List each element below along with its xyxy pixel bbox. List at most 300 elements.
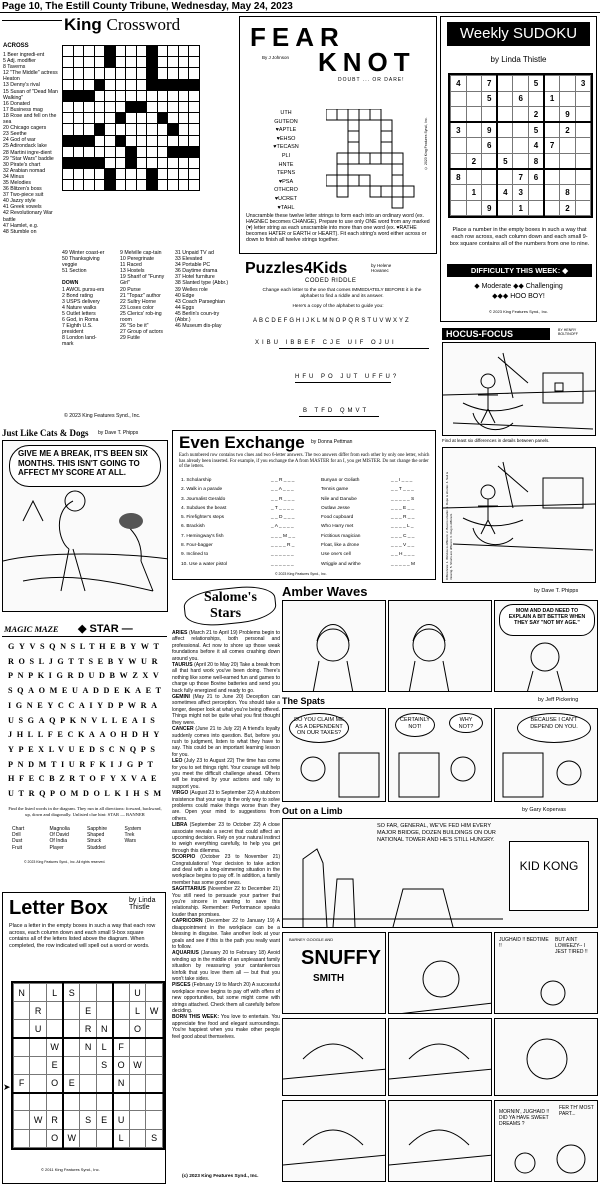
crossword-cell[interactable] xyxy=(94,146,105,157)
maze-row[interactable]: GYVSQNSLTHEBYWT xyxy=(8,642,164,651)
maze-row[interactable]: HFECBZRTOFYXVAE xyxy=(8,774,162,784)
crossword-title-cw: Crossword xyxy=(106,15,181,34)
crossword-cell[interactable] xyxy=(147,113,158,124)
sudoku-cell[interactable] xyxy=(497,169,513,185)
letter-box-cell[interactable] xyxy=(63,1038,80,1056)
crossword-cell[interactable] xyxy=(126,68,137,79)
crossword-cell[interactable] xyxy=(178,180,189,191)
sudoku-cell[interactable] xyxy=(560,91,576,107)
crossword-cell[interactable] xyxy=(178,101,189,112)
crossword-cell[interactable] xyxy=(73,57,84,68)
exchange-answer[interactable]: _ _ _ _ _ M xyxy=(391,561,415,567)
even-exchange-right-answers[interactable] xyxy=(391,476,433,569)
crossword-cell[interactable] xyxy=(178,113,189,124)
sudoku-cell[interactable] xyxy=(560,138,576,154)
sudoku-cell[interactable] xyxy=(451,138,467,154)
crossword-cell[interactable] xyxy=(63,146,74,157)
horoscope-text: (October 23 to November 21) Congratulations! Your decision to take action and deal with a long-simmering situation in the workplace begins to pay off. In addition, a family member has some good news. xyxy=(172,854,280,886)
crossword-cell[interactable] xyxy=(147,157,158,168)
crossword-cell[interactable] xyxy=(157,101,168,112)
exchange-answer[interactable]: _ _ _ _ _ _ xyxy=(271,552,294,558)
crossword-cell[interactable] xyxy=(178,57,189,68)
crossword-cell[interactable] xyxy=(189,101,200,112)
letter-box-cell[interactable] xyxy=(63,1002,80,1020)
crossword-cell[interactable] xyxy=(157,180,168,191)
crossword-cell[interactable] xyxy=(84,146,95,157)
crossword-clue: 10 Peregrinate xyxy=(120,256,155,263)
crossword-grid[interactable] xyxy=(62,45,200,191)
crossword-cell[interactable] xyxy=(84,101,95,112)
crossword-cell[interactable] xyxy=(136,157,147,168)
sudoku-cell[interactable] xyxy=(528,185,544,201)
letter-box-cell[interactable] xyxy=(14,1020,30,1038)
sudoku-cell[interactable] xyxy=(497,200,513,216)
crossword-cell[interactable] xyxy=(189,124,200,135)
crossword-cell[interactable] xyxy=(168,113,179,124)
sudoku-cell[interactable] xyxy=(451,107,467,123)
sudoku-cell[interactable] xyxy=(451,91,467,107)
crossword-cell[interactable] xyxy=(115,46,126,57)
sudoku-cell[interactable] xyxy=(513,76,529,92)
sudoku-cell[interactable] xyxy=(575,200,591,216)
crossword-cell[interactable] xyxy=(94,180,105,191)
crossword-cell[interactable] xyxy=(126,180,137,191)
sudoku-cell[interactable] xyxy=(513,122,529,138)
letter-box-cell[interactable] xyxy=(14,1093,30,1111)
crossword-cell[interactable] xyxy=(84,169,95,180)
sudoku-cell[interactable] xyxy=(560,153,576,169)
letter-box-cell[interactable] xyxy=(63,1093,80,1111)
sudoku-cell[interactable] xyxy=(466,91,482,107)
exchange-answer[interactable]: _ _ _ _ _ S xyxy=(391,496,415,502)
crossword-cell[interactable] xyxy=(136,68,147,79)
crossword-cell[interactable] xyxy=(168,169,179,180)
crossword-cell[interactable] xyxy=(157,68,168,79)
sudoku-cell[interactable] xyxy=(575,169,591,185)
crossword-cell[interactable] xyxy=(94,101,105,112)
crossword-cell[interactable] xyxy=(136,113,147,124)
exchange-answer[interactable]: _ _ _ _ _ _ xyxy=(271,561,294,567)
horoscope-entry xyxy=(172,822,280,854)
crossword-cell[interactable] xyxy=(168,157,179,168)
sudoku-cell[interactable] xyxy=(544,107,560,123)
letter-box-cell[interactable] xyxy=(63,1111,80,1129)
letter-box-cell[interactable] xyxy=(46,1020,63,1038)
crossword-cell[interactable] xyxy=(147,90,158,101)
crossword-cell[interactable] xyxy=(126,79,137,90)
crossword-cell xyxy=(157,113,168,124)
crossword-cell[interactable] xyxy=(73,124,84,135)
sudoku-cell[interactable] xyxy=(544,122,560,138)
crossword-cell[interactable] xyxy=(105,146,116,157)
letter-box-cell[interactable] xyxy=(46,1093,63,1111)
crossword-cell[interactable] xyxy=(84,79,95,90)
exchange-answer[interactable]: _ _ H _ _ _ xyxy=(391,552,415,558)
even-exchange-left-answers[interactable] xyxy=(271,476,311,569)
letter-box-cell[interactable] xyxy=(80,1074,96,1092)
magic-maze-words xyxy=(12,826,162,851)
horoscope-entry xyxy=(172,918,280,950)
exchange-answer[interactable]: _ _ _ M _ _ xyxy=(271,533,295,539)
crossword-cell[interactable] xyxy=(168,90,179,101)
letter-box-cell[interactable] xyxy=(80,1056,96,1074)
sudoku-cell[interactable] xyxy=(466,138,482,154)
sudoku-cell[interactable] xyxy=(451,200,467,216)
crossword-cell[interactable] xyxy=(105,90,116,101)
exchange-answer[interactable]: _ _ D _ _ _ xyxy=(271,515,295,521)
crossword-cell[interactable] xyxy=(115,68,126,79)
crossword-cell[interactable] xyxy=(115,124,126,135)
sudoku-cell[interactable] xyxy=(482,107,498,123)
exchange-answer[interactable]: _ A _ _ _ _ xyxy=(271,524,294,530)
letter-box-cell: L xyxy=(46,984,63,1002)
crossword-cell[interactable] xyxy=(105,135,116,146)
crossword-cell[interactable] xyxy=(189,157,200,168)
crossword-cell[interactable] xyxy=(136,57,147,68)
crossword-cell[interactable] xyxy=(63,79,74,90)
crossword-cell[interactable] xyxy=(105,124,116,135)
letter-box-cell: W xyxy=(30,1111,47,1129)
letter-box-cell[interactable] xyxy=(146,984,163,1002)
exchange-answer[interactable]: _ _ _ C _ _ xyxy=(391,533,415,539)
crossword-cell[interactable] xyxy=(168,135,179,146)
letter-box-cell[interactable] xyxy=(14,1056,30,1074)
spats-section xyxy=(282,696,598,804)
crossword-cell[interactable] xyxy=(115,146,126,157)
letter-box-cell[interactable] xyxy=(30,984,47,1002)
maze-word: Studded xyxy=(87,844,106,851)
crossword-cell[interactable] xyxy=(73,101,84,112)
letter-box-cell[interactable] xyxy=(14,1129,30,1147)
sudoku-cell[interactable] xyxy=(528,91,544,107)
maze-row[interactable]: PNDMTIURFKIJGPT xyxy=(8,759,158,769)
crossword-cell[interactable] xyxy=(126,135,137,146)
answer-line[interactable] xyxy=(299,416,379,417)
crossword-cell[interactable] xyxy=(178,135,189,146)
crossword-cell[interactable] xyxy=(63,113,74,124)
crossword-cell[interactable] xyxy=(84,124,95,135)
maze-row[interactable]: PNPKIGRDUDBWZXV xyxy=(8,671,164,681)
crossword-cell[interactable] xyxy=(105,113,116,124)
sudoku-cell[interactable] xyxy=(482,169,498,185)
sudoku-cell[interactable] xyxy=(560,169,576,185)
crossword-cell[interactable] xyxy=(157,90,168,101)
maze-row[interactable]: USGAQPKNVLLEAIS xyxy=(8,715,160,725)
sudoku-cell[interactable] xyxy=(513,153,529,169)
sudoku-cell[interactable] xyxy=(575,153,591,169)
crossword-cell[interactable] xyxy=(105,101,116,112)
crossword-cell[interactable] xyxy=(73,46,84,57)
crossword-cell[interactable] xyxy=(73,113,84,124)
crossword-cell[interactable] xyxy=(73,68,84,79)
sudoku-cell[interactable] xyxy=(482,185,498,201)
crossword-cell[interactable] xyxy=(147,146,158,157)
crossword-cell[interactable] xyxy=(94,57,105,68)
exchange-answer[interactable]: _ _ R _ _ _ xyxy=(271,496,295,502)
fearknot-word: TEPNS xyxy=(276,170,296,177)
sudoku-cell[interactable] xyxy=(497,76,513,92)
maze-word: Shaped xyxy=(87,832,105,839)
crossword-cell[interactable] xyxy=(115,90,126,101)
crossword-cell[interactable] xyxy=(189,113,200,124)
crossword-cell[interactable] xyxy=(178,68,189,79)
crossword-cell[interactable] xyxy=(157,146,168,157)
crossword-cell[interactable] xyxy=(63,57,74,68)
sudoku-cell[interactable] xyxy=(575,138,591,154)
letter-box-grid[interactable] xyxy=(11,981,165,1150)
letter-box-cell[interactable] xyxy=(14,1038,30,1056)
crossword-cell[interactable] xyxy=(157,46,168,57)
crossword-cell[interactable] xyxy=(136,135,147,146)
crossword-cell[interactable] xyxy=(136,124,147,135)
crossword-cell[interactable] xyxy=(157,57,168,68)
crossword-cell[interactable] xyxy=(189,68,200,79)
fearknot-title-1: FEAR xyxy=(250,22,345,52)
horoscope-entry xyxy=(172,886,280,918)
crossword-cell[interactable] xyxy=(157,135,168,146)
letter-box-cell[interactable] xyxy=(129,1038,146,1056)
letter-box-cell[interactable] xyxy=(96,1002,112,1020)
sudoku-cell[interactable] xyxy=(497,122,513,138)
crossword-cell[interactable] xyxy=(157,169,168,180)
crossword-cell[interactable] xyxy=(168,180,179,191)
sudoku-cell[interactable] xyxy=(575,91,591,107)
sudoku-cell[interactable] xyxy=(482,153,498,169)
crossword-cell[interactable] xyxy=(94,90,105,101)
crossword-cell[interactable] xyxy=(63,124,74,135)
sudoku-cell[interactable] xyxy=(466,76,482,92)
crossword-cell[interactable] xyxy=(168,101,179,112)
crossword-cell[interactable] xyxy=(178,157,189,168)
letter-box-cell[interactable] xyxy=(96,1129,112,1147)
crossword-cell[interactable] xyxy=(136,146,147,157)
crossword-cell[interactable] xyxy=(63,101,74,112)
crossword-cell[interactable] xyxy=(63,180,74,191)
sudoku-cell[interactable] xyxy=(466,107,482,123)
crossword-cell[interactable] xyxy=(84,68,95,79)
crossword-cell[interactable] xyxy=(115,57,126,68)
horoscope-sign: TAURUS xyxy=(172,662,195,669)
letter-box-cell[interactable] xyxy=(113,1002,129,1020)
crossword-cell[interactable] xyxy=(63,68,74,79)
sudoku-cell[interactable] xyxy=(575,122,591,138)
magic-maze-grid[interactable] xyxy=(8,640,166,802)
crossword-cell[interactable] xyxy=(115,101,126,112)
letter-box-cell[interactable] xyxy=(30,1074,47,1092)
crossword-cell[interactable] xyxy=(126,90,137,101)
sudoku-cell[interactable] xyxy=(544,185,560,201)
crossword-cell[interactable] xyxy=(189,90,200,101)
sudoku-cell: 2 xyxy=(466,153,482,169)
sudoku-cell[interactable] xyxy=(513,107,529,123)
crossword-cell[interactable] xyxy=(115,180,126,191)
crossword-cell[interactable] xyxy=(136,180,147,191)
exchange-answer[interactable]: _ _ _ V _ _ xyxy=(391,543,415,549)
crossword-cell[interactable] xyxy=(147,124,158,135)
sudoku-cell[interactable] xyxy=(575,107,591,123)
letter-box-cell[interactable] xyxy=(129,1129,146,1147)
sudoku-cell[interactable] xyxy=(544,169,560,185)
exchange-answer[interactable]: _ _ I _ _ _ xyxy=(391,478,413,483)
letter-box-cell[interactable] xyxy=(129,1093,146,1111)
letter-box-cell[interactable] xyxy=(14,1111,30,1129)
puzzles4kids-line-3: B TFD QMVT xyxy=(303,408,370,414)
crossword-cell[interactable] xyxy=(63,169,74,180)
letter-box-cell[interactable] xyxy=(96,1093,112,1111)
letter-box-cell[interactable] xyxy=(96,1074,112,1092)
letter-box-cell[interactable] xyxy=(129,1074,146,1092)
letter-box-cell[interactable] xyxy=(113,984,129,1002)
letter-box-instructions: Place a letter in the empty boxes in such a way that each row across, each column down and each small 9-box square contains all of the letters listed above the diagram. When completed, the row indicated will spell out a word or words. xyxy=(9,923,156,950)
crossword-cell[interactable] xyxy=(189,180,200,191)
letter-box-cell[interactable] xyxy=(96,984,112,1002)
letter-box-cell[interactable] xyxy=(46,1002,63,1020)
sudoku-cell[interactable] xyxy=(544,200,560,216)
crossword-cell[interactable] xyxy=(136,79,147,90)
letter-box-cell[interactable] xyxy=(146,1093,163,1111)
crossword-cell[interactable] xyxy=(189,46,200,57)
crossword-cell[interactable] xyxy=(84,57,95,68)
maze-row[interactable]: YPEXLVUEDSCNQPS xyxy=(8,744,160,754)
crossword-cell[interactable] xyxy=(94,169,105,180)
fearknot-instructions: Unscramble these twelve letter strings to form each into an ordinary word (ex. HAGNEC becomes CHANGE). Prepare to use only ONE word from any marked (♥) letter string as each unscramble into more than one word (ex. ♥RATHE becomes HATER or EARTH or HEART). Fit each string's word either across or down to finish all twelve strings together. xyxy=(246,213,430,244)
sudoku-cell[interactable] xyxy=(451,153,467,169)
sudoku-cell[interactable] xyxy=(544,153,560,169)
fearknot-grid[interactable] xyxy=(326,109,418,218)
cats-dogs-panel xyxy=(2,440,168,612)
letter-box-cell[interactable] xyxy=(63,1056,80,1074)
sudoku-cell[interactable] xyxy=(497,107,513,123)
crossword-cell[interactable] xyxy=(178,169,189,180)
letter-box-cell[interactable] xyxy=(146,1038,163,1056)
letter-box-cell[interactable] xyxy=(30,1093,47,1111)
crossword-cell[interactable] xyxy=(63,46,74,57)
maze-row[interactable]: ROSLJGTTSEBYWUR xyxy=(8,656,163,666)
crossword-cell[interactable] xyxy=(147,101,158,112)
crossword-cell[interactable] xyxy=(168,57,179,68)
sudoku-cell[interactable] xyxy=(451,185,467,201)
crossword-cell[interactable] xyxy=(73,180,84,191)
sudoku-cell[interactable] xyxy=(466,200,482,216)
snuffy-section xyxy=(282,932,598,1184)
letter-box-cell[interactable] xyxy=(80,1129,96,1147)
answer-line[interactable] xyxy=(295,382,391,383)
crossword-cell[interactable] xyxy=(126,46,137,57)
exchange-answer[interactable]: _ _ _ _ L _ xyxy=(391,524,414,530)
crossword-cell[interactable] xyxy=(126,169,137,180)
sudoku-cell[interactable] xyxy=(513,138,529,154)
letter-box-cell[interactable] xyxy=(113,1020,129,1038)
crossword-cell[interactable] xyxy=(105,157,116,168)
crossword-cell[interactable] xyxy=(73,79,84,90)
crossword-cell[interactable] xyxy=(84,180,95,191)
crossword-cell[interactable] xyxy=(178,90,189,101)
crossword-clue: 20 Purse xyxy=(120,286,141,293)
crossword-cell[interactable] xyxy=(73,146,84,157)
letter-box-cell[interactable] xyxy=(146,1111,163,1129)
crossword-cell[interactable] xyxy=(73,169,84,180)
crossword-cell[interactable] xyxy=(84,46,95,57)
crossword-cell[interactable] xyxy=(136,169,147,180)
sudoku-cell[interactable] xyxy=(497,138,513,154)
crossword-cell[interactable] xyxy=(189,169,200,180)
crossword-cell[interactable] xyxy=(189,135,200,146)
letter-box-cell[interactable] xyxy=(14,1002,30,1020)
letter-box-cell[interactable] xyxy=(80,984,96,1002)
exchange-answer[interactable]: _ _ _ R _ _ xyxy=(391,515,415,521)
crossword-cell[interactable] xyxy=(94,135,105,146)
crossword-cell[interactable] xyxy=(126,124,137,135)
crossword-cell[interactable] xyxy=(105,68,116,79)
exchange-answer[interactable]: _ _ R _ _ _ xyxy=(271,478,295,483)
letter-box-cell[interactable] xyxy=(113,1093,129,1111)
sudoku-cell[interactable] xyxy=(466,169,482,185)
horoscope-text: (December 22 to January 19) A disappointment in the workplace can be a blessing in disguise. Take another look at your goals and see if this is the path you really want to follow. xyxy=(172,918,280,950)
exchange-answer[interactable]: _ _ A _ _ _ xyxy=(271,487,294,493)
letter-box-cell[interactable] xyxy=(146,1020,163,1038)
maze-row[interactable]: UTRQPOMDOLKIHSM xyxy=(8,789,166,799)
sudoku-cell[interactable] xyxy=(575,185,591,201)
maze-row[interactable]: SQAOMEUADDEKAET xyxy=(8,686,166,696)
crossword-cell[interactable] xyxy=(115,157,126,168)
exchange-answer[interactable]: _ _ _ E _ _ xyxy=(391,505,415,511)
crossword-cell[interactable] xyxy=(94,46,105,57)
letter-box-cell[interactable] xyxy=(30,1056,47,1074)
crossword-cell[interactable] xyxy=(105,79,116,90)
letter-box-cell[interactable] xyxy=(30,1038,47,1056)
crossword-clue: 8 Taverns xyxy=(3,64,26,71)
sudoku-cell[interactable] xyxy=(528,200,544,216)
exchange-answer[interactable]: _ _ T _ _ _ xyxy=(391,487,414,493)
letter-box-cell[interactable] xyxy=(129,1111,146,1129)
crossword-cell[interactable] xyxy=(168,68,179,79)
snuffy-drawing-5 xyxy=(389,1019,492,1096)
sudoku-cell[interactable] xyxy=(544,76,560,92)
answer-line[interactable] xyxy=(279,348,429,349)
crossword-cell[interactable] xyxy=(94,113,105,124)
sudoku-cell[interactable] xyxy=(466,122,482,138)
letter-box-cell[interactable] xyxy=(63,1020,80,1038)
crossword-cell[interactable] xyxy=(157,124,168,135)
crossword-cell[interactable] xyxy=(178,46,189,57)
maze-row[interactable]: IGNEYCCAIYDPWRA xyxy=(8,700,162,710)
sudoku-cell[interactable] xyxy=(497,91,513,107)
letter-box-cell[interactable] xyxy=(146,1056,163,1074)
crossword-cell[interactable] xyxy=(84,113,95,124)
sudoku-grid[interactable] xyxy=(448,73,593,218)
crossword-cell[interactable] xyxy=(94,68,105,79)
sudoku-cell[interactable] xyxy=(560,76,576,92)
exchange-answer[interactable]: _ _ _ _ R _ xyxy=(271,543,295,549)
letter-box-cell[interactable] xyxy=(30,1129,47,1147)
crossword-cell[interactable] xyxy=(157,157,168,168)
exchange-answer[interactable]: _ T _ _ _ _ xyxy=(271,505,294,511)
crossword-cell[interactable] xyxy=(126,113,137,124)
letter-box-cell[interactable] xyxy=(146,1074,163,1092)
crossword-cell[interactable] xyxy=(147,135,158,146)
crossword-cell[interactable] xyxy=(136,90,147,101)
crossword-cell[interactable] xyxy=(115,169,126,180)
crossword-cell[interactable] xyxy=(126,57,137,68)
crossword-cell[interactable] xyxy=(136,46,147,57)
crossword-cell[interactable] xyxy=(189,57,200,68)
maze-row[interactable]: JHLLFECKAAOHDHY xyxy=(8,730,164,740)
crossword-cell[interactable] xyxy=(115,79,126,90)
letter-box-cell[interactable] xyxy=(80,1093,96,1111)
crossword-cell[interactable] xyxy=(168,46,179,57)
fearknot-word: ♥EHSO xyxy=(276,135,296,142)
crossword-cell[interactable] xyxy=(178,124,189,135)
